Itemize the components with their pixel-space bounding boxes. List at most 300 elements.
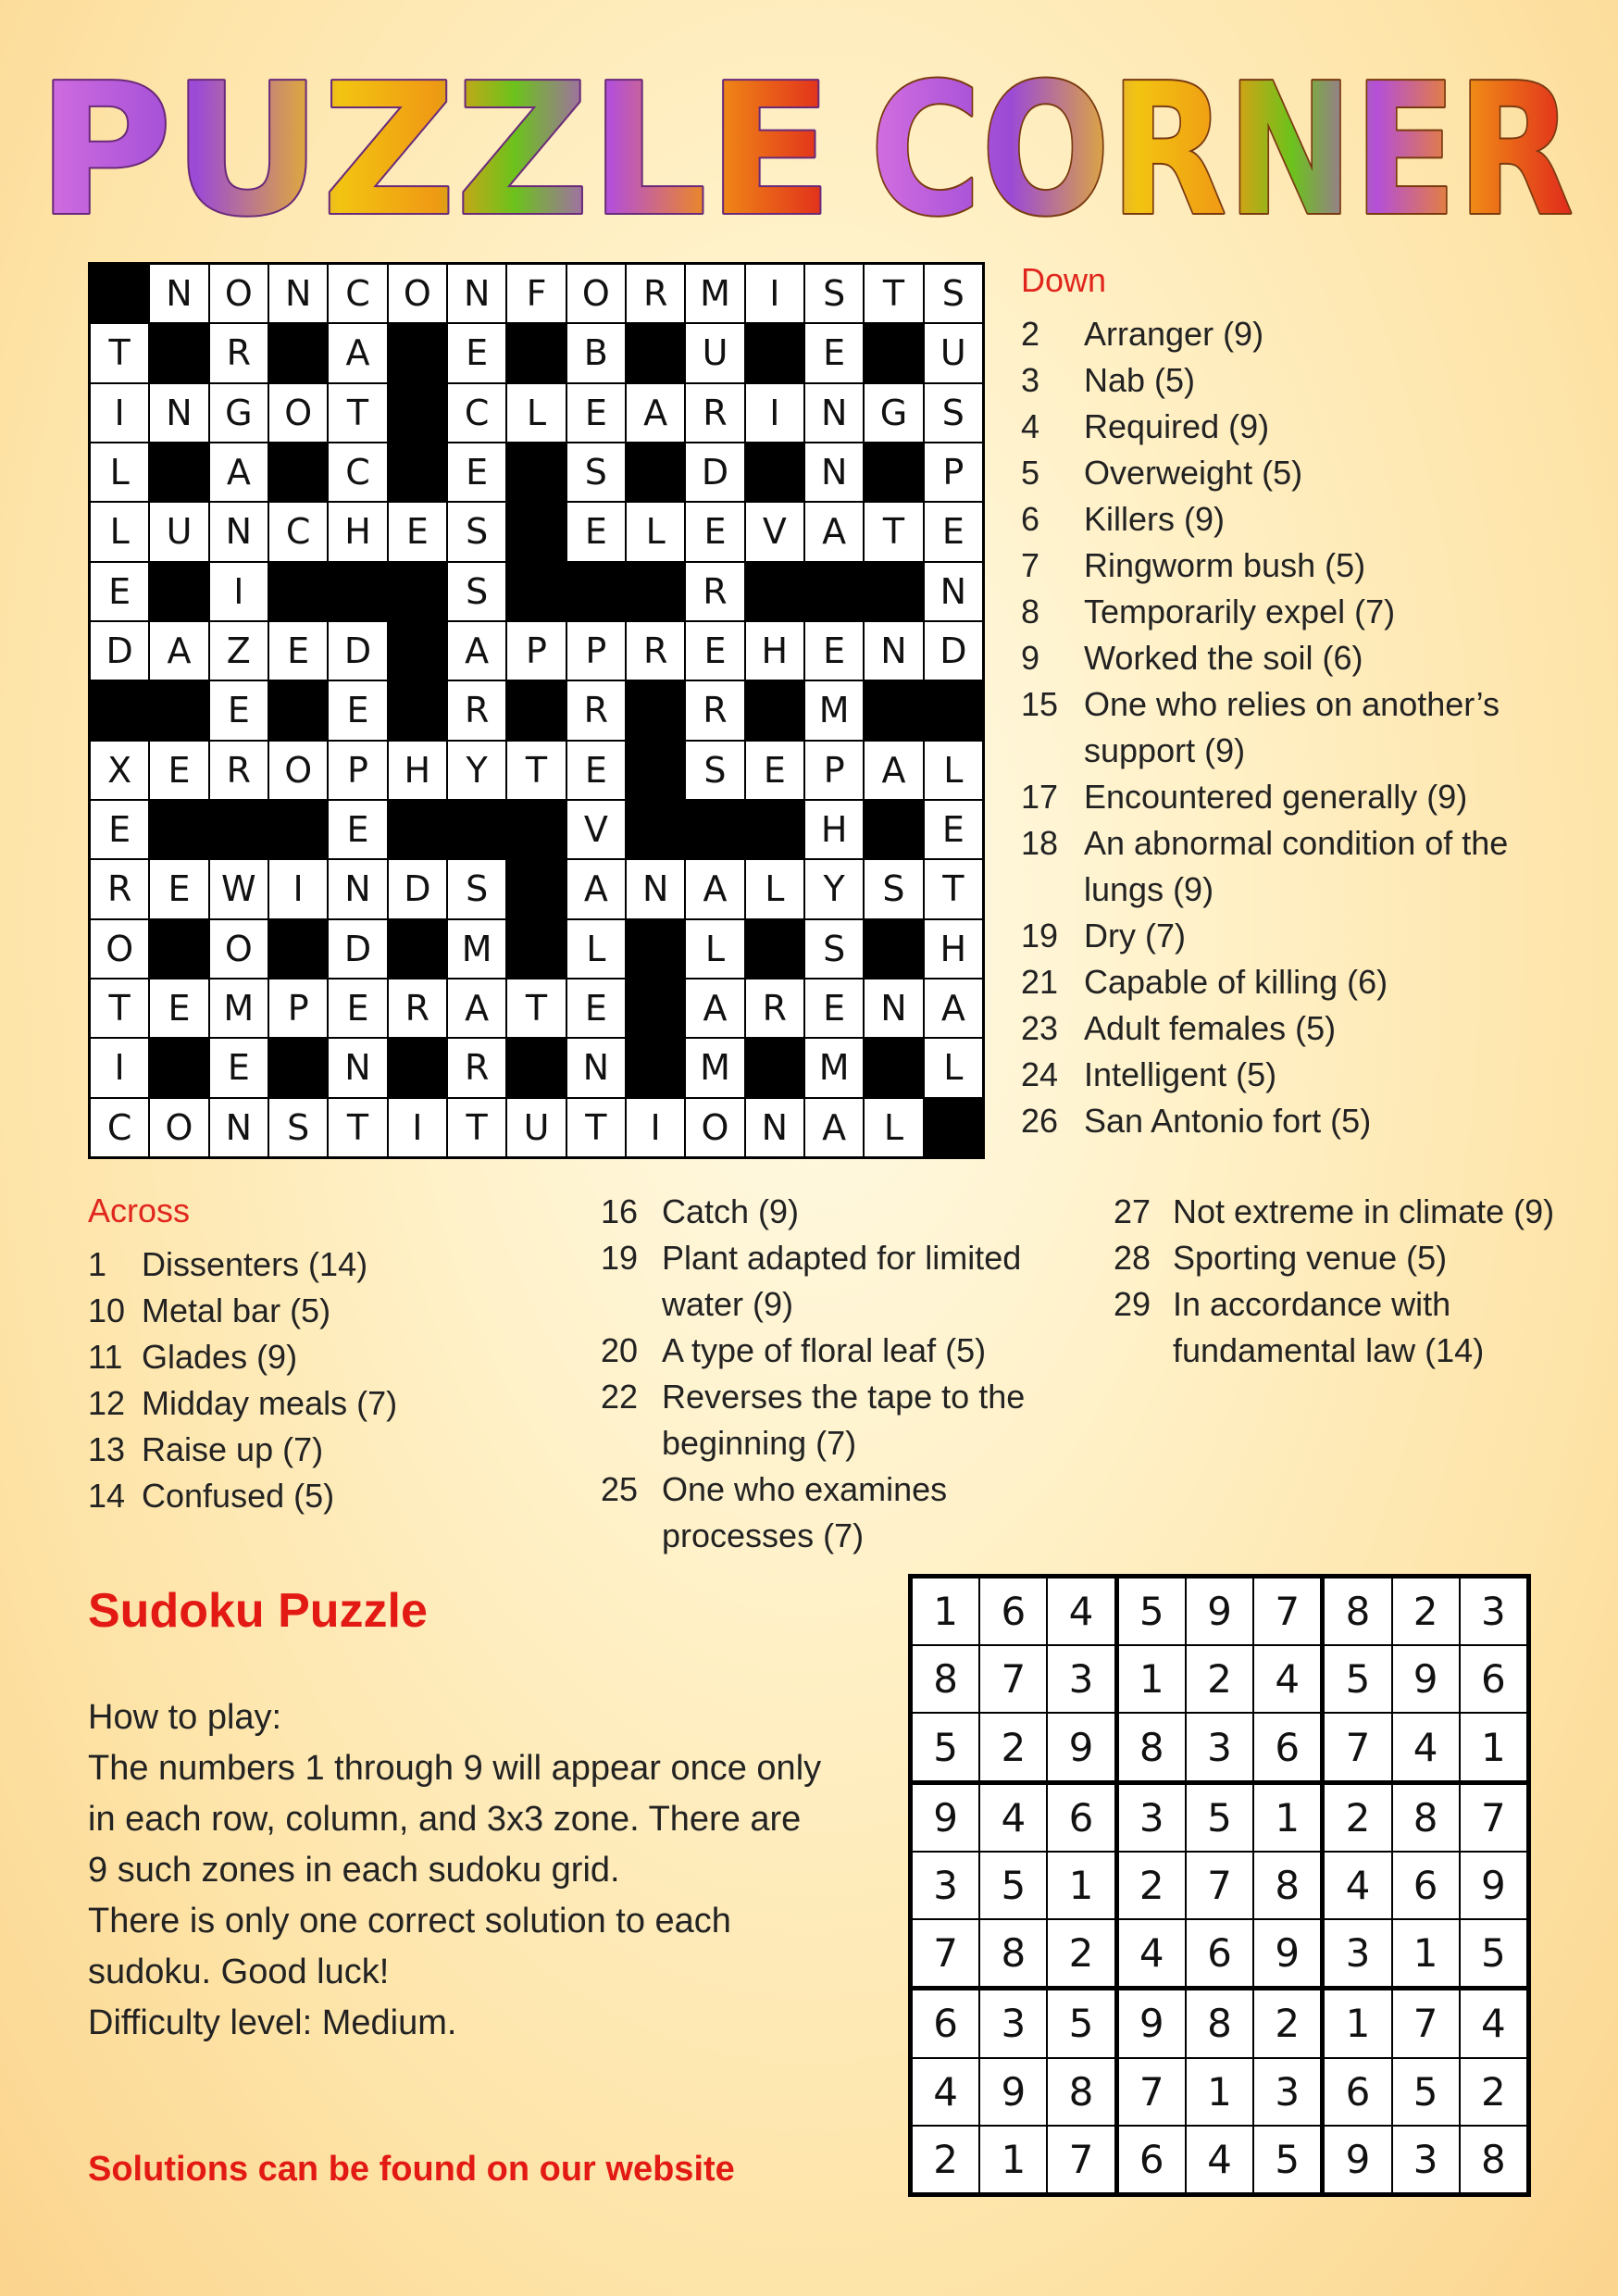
clue-item	[1021, 496, 1576, 543]
sudoku-cell[interactable]: 2	[1461, 2059, 1526, 2125]
crossword-cell[interactable]: N	[150, 384, 207, 442]
clue-text: One who examines processes (7)	[662, 1470, 948, 1554]
sudoku-cell[interactable]: 7	[1254, 1578, 1320, 1644]
crossword-block	[865, 920, 922, 978]
crossword-cell[interactable]: N	[865, 980, 922, 1037]
crossword-cell[interactable]: L	[507, 384, 565, 442]
sudoku-cell[interactable]: 7	[1119, 2059, 1185, 2125]
crossword-cell[interactable]: A	[150, 622, 207, 680]
crossword-cell[interactable]: E	[150, 742, 207, 799]
sudoku-cell[interactable]: 8	[980, 1920, 1046, 1986]
sudoku-cell[interactable]: 8	[913, 1646, 978, 1712]
crossword-cell[interactable]: L	[567, 920, 625, 978]
crossword-cell[interactable]: E	[329, 801, 386, 858]
sudoku-cell[interactable]: 1	[1119, 1646, 1185, 1712]
crossword-cell[interactable]: N	[925, 563, 982, 620]
sudoku-cell[interactable]: 4	[980, 1785, 1046, 1851]
crossword-cell[interactable]: T	[865, 503, 922, 560]
sudoku-cell[interactable]: 8	[1393, 1785, 1459, 1851]
crossword-cell[interactable]: E	[567, 742, 625, 799]
crossword-cell[interactable]: H	[329, 503, 386, 560]
sudoku-cell[interactable]: 4	[1393, 1714, 1459, 1779]
crossword-cell[interactable]: T	[91, 980, 148, 1037]
crossword-cell[interactable]: E	[210, 681, 268, 739]
crossword-cell[interactable]: R	[389, 980, 446, 1037]
crossword-cell[interactable]: E	[150, 860, 207, 917]
sudoku-cell[interactable]: 8	[1254, 1853, 1320, 1918]
crossword-cell[interactable]: A	[925, 980, 982, 1037]
crossword-cell[interactable]: T	[507, 980, 565, 1037]
clue-text: Sporting venue (5)	[1173, 1239, 1448, 1277]
crossword-cell[interactable]: T	[329, 1099, 386, 1156]
crossword-cell[interactable]: R	[210, 742, 268, 799]
sudoku-cell[interactable]: 3	[1325, 1920, 1390, 1986]
sudoku-cell[interactable]: 3	[1048, 1646, 1114, 1712]
sudoku-cell[interactable]: 7	[913, 1920, 978, 1986]
crossword-cell[interactable]: N	[329, 1039, 386, 1096]
crossword-cell[interactable]: N	[150, 265, 207, 322]
crossword-cell[interactable]: T	[567, 1099, 625, 1156]
crossword-cell[interactable]: S	[448, 563, 505, 620]
sudoku-cell[interactable]: 1	[1461, 1714, 1526, 1779]
sudoku-cell[interactable]: 1	[1254, 1785, 1320, 1851]
crossword-cell[interactable]: P	[269, 980, 327, 1037]
sudoku-cell[interactable]: 6	[980, 1578, 1046, 1644]
clue-number: 19	[601, 1239, 639, 1277]
crossword-cell[interactable]: E	[925, 801, 982, 858]
sudoku-cell[interactable]: 9	[1325, 2127, 1390, 2192]
crossword-cell[interactable]: N	[269, 265, 327, 322]
crossword-cell[interactable]: I	[746, 265, 803, 322]
sudoku-cell[interactable]: 5	[1461, 1920, 1526, 1986]
sudoku-cell[interactable]: 9	[1461, 1853, 1526, 1918]
crossword-cell[interactable]: R	[567, 681, 625, 739]
clue-number: 25	[601, 1470, 639, 1508]
crossword-cell[interactable]: I	[91, 384, 148, 442]
clue-text: Midday meals (7)	[142, 1384, 398, 1422]
sudoku-cell[interactable]: 9	[913, 1785, 978, 1851]
crossword-cell[interactable]: P	[507, 622, 565, 680]
puzzle-corner-title	[37, 56, 1592, 241]
sudoku-cell[interactable]: 9	[1119, 1990, 1185, 2056]
crossword-cell[interactable]: C	[269, 503, 327, 560]
crossword-block	[269, 1039, 327, 1096]
crossword-block	[150, 681, 207, 739]
sudoku-cell[interactable]: 6	[1048, 1785, 1114, 1851]
crossword-cell[interactable]: T	[865, 265, 922, 322]
sudoku-cell[interactable]: 7	[1325, 1714, 1390, 1779]
crossword-cell[interactable]: E	[210, 1039, 268, 1096]
clue-number: 16	[601, 1192, 639, 1230]
sudoku-cell[interactable]: 8	[1461, 2127, 1526, 2192]
crossword-cell[interactable]: A	[329, 324, 386, 381]
crossword-cell[interactable]: L	[865, 1099, 922, 1156]
crossword-cell[interactable]: R	[746, 980, 803, 1037]
crossword-cell[interactable]: N	[627, 860, 684, 917]
crossword-cell[interactable]: L	[925, 742, 982, 799]
sudoku-cell[interactable]: 4	[1187, 2127, 1252, 2192]
crossword-block	[389, 1039, 446, 1096]
crossword-cell[interactable]: E	[567, 980, 625, 1037]
clue-text: Plant adapted for limited water (9)	[662, 1239, 1022, 1323]
crossword-cell[interactable]: E	[150, 980, 207, 1037]
crossword-cell[interactable]: A	[805, 1099, 863, 1156]
sudoku-cell[interactable]: 7	[980, 1646, 1046, 1712]
sudoku-cell[interactable]: 1	[980, 2127, 1046, 2192]
sudoku-cell[interactable]: 5	[913, 1714, 978, 1779]
sudoku-cell[interactable]: 6	[1254, 1714, 1320, 1779]
crossword-block	[269, 324, 327, 381]
sudoku-cell[interactable]: 3	[1461, 1578, 1526, 1644]
clue-text: Required (9)	[1084, 407, 1270, 445]
sudoku-cell[interactable]: 2	[1119, 1853, 1185, 1918]
crossword-cell[interactable]: N	[746, 1099, 803, 1156]
sudoku-cell[interactable]: 3	[1119, 1785, 1185, 1851]
crossword-cell[interactable]: U	[686, 324, 743, 381]
sudoku-cell[interactable]: 9	[1187, 1578, 1252, 1644]
crossword-cell[interactable]: A	[805, 503, 863, 560]
sudoku-cell[interactable]: 1	[1187, 2059, 1252, 2125]
crossword-cell[interactable]: E	[746, 742, 803, 799]
crossword-cell[interactable]: R	[448, 681, 505, 739]
crossword-cell[interactable]: R	[627, 622, 684, 680]
crossword-cell[interactable]: M	[686, 1039, 743, 1096]
crossword-cell[interactable]: O	[210, 265, 268, 322]
crossword-cell[interactable]: A	[448, 622, 505, 680]
crossword-cell[interactable]: N	[805, 384, 863, 442]
crossword-cell[interactable]: L	[627, 503, 684, 560]
crossword-cell[interactable]: S	[865, 860, 922, 917]
crossword-cell[interactable]: E	[329, 980, 386, 1037]
crossword-cell[interactable]: H	[925, 920, 982, 978]
crossword-cell[interactable]: E	[805, 324, 863, 381]
sudoku-cell[interactable]: 7	[1048, 2127, 1114, 2192]
crossword-block	[389, 324, 446, 381]
crossword-cell[interactable]: O	[567, 265, 625, 322]
crossword-cell[interactable]: D	[389, 860, 446, 917]
clue-item	[1021, 357, 1576, 404]
crossword-cell[interactable]: S	[269, 1099, 327, 1156]
crossword-cell[interactable]: O	[269, 384, 327, 442]
crossword-cell[interactable]: T	[448, 1099, 505, 1156]
crossword-cell[interactable]: O	[150, 1099, 207, 1156]
crossword-cell[interactable]: M	[805, 1039, 863, 1096]
down-heading: Down	[1021, 261, 1107, 299]
crossword-cell[interactable]: V	[567, 801, 625, 858]
sudoku-cell[interactable]: 2	[980, 1714, 1046, 1779]
crossword-cell[interactable]: N	[805, 443, 863, 501]
crossword-cell[interactable]: D	[686, 443, 743, 501]
crossword-cell[interactable]: E	[686, 503, 743, 560]
crossword-cell[interactable]: F	[507, 265, 565, 322]
clue-text: Worked the soil (6)	[1084, 639, 1363, 677]
crossword-cell[interactable]: A	[567, 860, 625, 917]
clue-number: 3	[1021, 361, 1040, 399]
crossword-cell[interactable]: S	[567, 443, 625, 501]
crossword-cell[interactable]: W	[210, 860, 268, 917]
clue-number: 28	[1114, 1239, 1151, 1277]
crossword-cell[interactable]: A	[448, 980, 505, 1037]
clue-number: 27	[1114, 1192, 1151, 1230]
solutions-note: Solutions can be found on our website	[88, 2150, 735, 2189]
crossword-cell[interactable]: R	[91, 860, 148, 917]
sudoku-cell[interactable]: 3	[1393, 2127, 1459, 2192]
sudoku-cell[interactable]: 2	[1325, 1785, 1390, 1851]
crossword-cell[interactable]: R	[627, 265, 684, 322]
crossword-cell[interactable]: L	[746, 860, 803, 917]
sudoku-cell[interactable]: 1	[1393, 1920, 1459, 1986]
crossword-cell[interactable]: G	[865, 384, 922, 442]
clue-number: 8	[1021, 593, 1040, 630]
sudoku-cell[interactable]: 8	[1048, 2059, 1114, 2125]
crossword-cell[interactable]: R	[210, 324, 268, 381]
crossword-cell[interactable]: N	[210, 503, 268, 560]
sudoku-cell[interactable]: 6	[1187, 1920, 1252, 1986]
crossword-cell[interactable]: U	[925, 324, 982, 381]
crossword-cell[interactable]: P	[567, 622, 625, 680]
sudoku-cell[interactable]: 2	[1254, 1990, 1320, 2056]
crossword-cell[interactable]: O	[389, 265, 446, 322]
crossword-cell[interactable]: E	[567, 503, 625, 560]
sudoku-cell[interactable]: 4	[1119, 1920, 1185, 1986]
crossword-block	[269, 443, 327, 501]
sudoku-cell[interactable]: 6	[1119, 2127, 1185, 2192]
sudoku-cell[interactable]: 7	[1461, 1785, 1526, 1851]
crossword-cell[interactable]: D	[329, 622, 386, 680]
crossword-cell[interactable]: T	[91, 324, 148, 381]
clue-text: Dry (7)	[1084, 917, 1186, 955]
sudoku-cell[interactable]: 6	[1393, 1853, 1459, 1918]
crossword-cell[interactable]: S	[805, 265, 863, 322]
sudoku-cell[interactable]: 3	[913, 1853, 978, 1918]
sudoku-box	[913, 1785, 1114, 1987]
crossword-cell[interactable]: N	[865, 622, 922, 680]
crossword-cell[interactable]: E	[805, 980, 863, 1037]
sudoku-cell[interactable]: 7	[1187, 1853, 1252, 1918]
clue-item	[1021, 1052, 1576, 1098]
sudoku-cell[interactable]: 8	[1187, 1990, 1252, 2056]
crossword-block	[448, 801, 505, 858]
crossword-cell[interactable]: E	[269, 622, 327, 680]
crossword-cell[interactable]: X	[91, 742, 148, 799]
sudoku-cell[interactable]: 1	[1048, 1853, 1114, 1918]
crossword-cell[interactable]: T	[329, 384, 386, 442]
clue-number: 4	[1021, 407, 1040, 445]
sudoku-cell[interactable]: 5	[1393, 2059, 1459, 2125]
crossword-cell[interactable]: Z	[210, 622, 268, 680]
crossword-block	[865, 681, 922, 739]
crossword-cell[interactable]: C	[91, 1099, 148, 1156]
crossword-cell[interactable]: O	[686, 1099, 743, 1156]
across-heading: Across	[88, 1192, 191, 1229]
crossword-cell[interactable]: P	[805, 742, 863, 799]
sudoku-cell[interactable]: 6	[1325, 2059, 1390, 2125]
crossword-cell[interactable]: R	[686, 563, 743, 620]
crossword-block	[150, 920, 207, 978]
crossword-cell[interactable]: C	[329, 443, 386, 501]
crossword-cell[interactable]: T	[925, 860, 982, 917]
crossword-cell[interactable]: P	[925, 443, 982, 501]
crossword-cell[interactable]: M	[686, 265, 743, 322]
crossword-cell[interactable]: N	[210, 1099, 268, 1156]
crossword-cell[interactable]: D	[91, 622, 148, 680]
crossword-cell[interactable]: E	[686, 622, 743, 680]
crossword-cell[interactable]: S	[448, 860, 505, 917]
crossword-cell[interactable]: L	[686, 920, 743, 978]
crossword-cell[interactable]: L	[925, 1039, 982, 1096]
clue-item	[1021, 681, 1576, 774]
crossword-cell[interactable]: O	[210, 920, 268, 978]
clue-item	[88, 1427, 532, 1473]
crossword-block	[805, 563, 863, 620]
sudoku-cell[interactable]: 4	[1048, 1578, 1114, 1644]
crossword-cell[interactable]: R	[448, 1039, 505, 1096]
clue-text: Glades (9)	[142, 1338, 298, 1376]
crossword-cell[interactable]: E	[329, 681, 386, 739]
crossword-cell[interactable]: I	[91, 1039, 148, 1096]
sudoku-cell[interactable]: 5	[1048, 1990, 1114, 2056]
crossword-cell[interactable]: G	[210, 384, 268, 442]
crossword-cell[interactable]: E	[925, 503, 982, 560]
crossword-cell[interactable]: E	[448, 324, 505, 381]
crossword-cell[interactable]: E	[448, 443, 505, 501]
crossword-cell[interactable]: S	[805, 920, 863, 978]
crossword-cell[interactable]: O	[91, 920, 148, 978]
crossword-cell[interactable]: Y	[448, 742, 505, 799]
crossword-cell[interactable]: Y	[805, 860, 863, 917]
crossword-cell[interactable]: D	[329, 920, 386, 978]
crossword-cell[interactable]: I	[269, 860, 327, 917]
clue-text: Dissenters (14)	[142, 1245, 368, 1283]
sudoku-cell[interactable]: 9	[980, 2059, 1046, 2125]
crossword-cell[interactable]: N	[329, 860, 386, 917]
sudoku-cell[interactable]: 6	[913, 1990, 978, 2056]
sudoku-cell[interactable]: 2	[913, 2127, 978, 2192]
crossword-cell[interactable]: C	[448, 384, 505, 442]
sudoku-cell[interactable]: 1	[1325, 1990, 1390, 2056]
sudoku-cell[interactable]: 5	[1325, 1646, 1390, 1712]
sudoku-cell[interactable]: 6	[1461, 1646, 1526, 1712]
sudoku-cell[interactable]: 1	[913, 1578, 978, 1644]
crossword-cell[interactable]: M	[210, 980, 268, 1037]
crossword-cell[interactable]: H	[746, 622, 803, 680]
crossword-cell[interactable]: U	[150, 503, 207, 560]
crossword-cell[interactable]: A	[865, 742, 922, 799]
crossword-cell[interactable]: I	[389, 1099, 446, 1156]
sudoku-cell[interactable]: 4	[1461, 1990, 1526, 2056]
clue-item	[1114, 1235, 1576, 1281]
crossword-cell[interactable]: P	[329, 742, 386, 799]
clue-number: 20	[601, 1331, 639, 1369]
crossword-cell[interactable]: I	[746, 384, 803, 442]
sudoku-cell[interactable]: 2	[1187, 1646, 1252, 1712]
crossword-cell[interactable]: S	[686, 742, 743, 799]
clue-item	[1114, 1281, 1576, 1374]
crossword-cell[interactable]: S	[448, 503, 505, 560]
crossword-cell[interactable]: S	[925, 384, 982, 442]
clue-item	[1021, 543, 1576, 589]
sudoku-cell[interactable]: 4	[913, 2059, 978, 2125]
sudoku-cell[interactable]: 8	[1325, 1578, 1390, 1644]
crossword-cell[interactable]: O	[269, 742, 327, 799]
crossword-cell[interactable]: V	[746, 503, 803, 560]
crossword-cell[interactable]: N	[448, 265, 505, 322]
sudoku-cell[interactable]: 4	[1325, 1853, 1390, 1918]
sudoku-cell[interactable]: 9	[1393, 1646, 1459, 1712]
clue-item	[1021, 913, 1576, 959]
crossword-cell[interactable]: L	[91, 443, 148, 501]
crossword-cell[interactable]: D	[925, 622, 982, 680]
sudoku-cell[interactable]: 8	[1119, 1714, 1185, 1779]
crossword-cell[interactable]: M	[448, 920, 505, 978]
crossword-cell[interactable]: C	[329, 265, 386, 322]
sudoku-cell[interactable]: 4	[1254, 1646, 1320, 1712]
sudoku-cell[interactable]: 9	[1048, 1714, 1114, 1779]
crossword-block	[746, 681, 803, 739]
crossword-cell[interactable]: H	[805, 801, 863, 858]
sudoku-cell[interactable]: 3	[1187, 1714, 1252, 1779]
crossword-cell[interactable]: S	[925, 265, 982, 322]
clue-text: Confused (5)	[142, 1477, 335, 1515]
sudoku-cell[interactable]: 5	[1254, 2127, 1320, 2192]
crossword-cell[interactable]: E	[91, 801, 148, 858]
crossword-cell[interactable]: U	[507, 1099, 565, 1156]
crossword-cell[interactable]: R	[686, 681, 743, 739]
crossword-cell[interactable]: E	[805, 622, 863, 680]
clue-number: 11	[88, 1338, 123, 1376]
sudoku-box	[913, 1578, 1114, 1780]
sudoku-cell[interactable]: 5	[980, 1853, 1046, 1918]
crossword-cell[interactable]: B	[567, 324, 625, 381]
crossword-cell[interactable]: A	[627, 384, 684, 442]
clue-item	[601, 1189, 1082, 1235]
crossword-block	[567, 563, 625, 620]
sudoku-cell[interactable]: 5	[1187, 1785, 1252, 1851]
sudoku-cell[interactable]: 3	[1254, 2059, 1320, 2125]
sudoku-cell[interactable]: 5	[1119, 1578, 1185, 1644]
crossword-block	[507, 801, 565, 858]
crossword-cell[interactable]: M	[805, 681, 863, 739]
crossword-cell[interactable]: T	[507, 742, 565, 799]
crossword-cell[interactable]: E	[567, 384, 625, 442]
sudoku-cell[interactable]: 3	[980, 1990, 1046, 2056]
sudoku-cell[interactable]: 2	[1048, 1920, 1114, 1986]
instructions-line: Difficulty level: Medium.	[88, 2003, 457, 2042]
clue-item	[1021, 1005, 1576, 1052]
crossword-cell[interactable]: E	[91, 563, 148, 620]
crossword-cell[interactable]: I	[627, 1099, 684, 1156]
crossword-cell[interactable]: E	[389, 503, 446, 560]
crossword-cell[interactable]: A	[686, 980, 743, 1037]
clue-item	[1021, 820, 1576, 913]
sudoku-cell[interactable]: 2	[1393, 1578, 1459, 1644]
sudoku-cell[interactable]: 9	[1254, 1920, 1320, 1986]
instructions-line: The numbers 1 through 9 will appear once only in each row, column, and 3x3 zone. There are 9 such zones in each sudoku grid.	[88, 1749, 822, 1890]
crossword-cell[interactable]: A	[210, 443, 268, 501]
crossword-cell[interactable]: H	[389, 742, 446, 799]
sudoku-box	[1325, 1785, 1526, 1987]
crossword-cell[interactable]: A	[686, 860, 743, 917]
sudoku-cell[interactable]: 7	[1393, 1990, 1459, 2056]
crossword-cell[interactable]: N	[567, 1039, 625, 1096]
clue-number: 18	[1021, 824, 1059, 862]
sudoku-box	[1325, 1990, 1526, 2192]
crossword-cell[interactable]: L	[91, 503, 148, 560]
crossword-cell[interactable]: R	[686, 384, 743, 442]
crossword-block	[627, 324, 684, 381]
crossword-cell[interactable]: I	[210, 563, 268, 620]
crossword-block	[746, 443, 803, 501]
